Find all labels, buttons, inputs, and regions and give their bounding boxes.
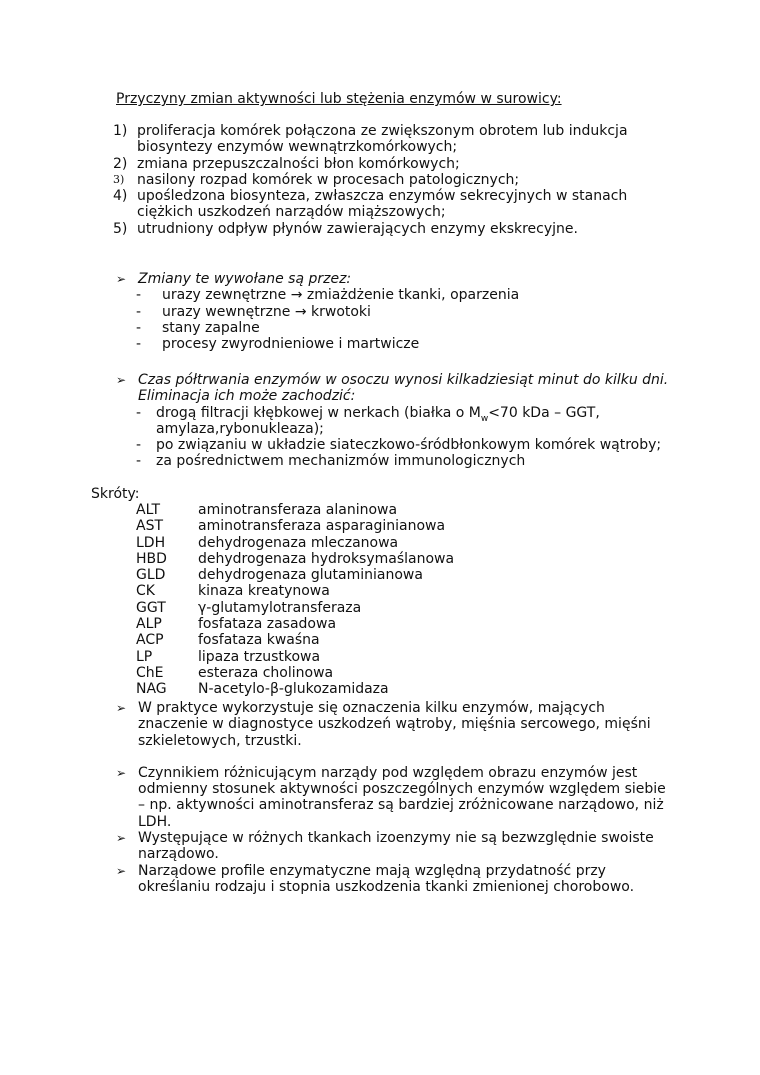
changes-section (116, 271, 676, 352)
item-text: za pośrednictwem mechanizmów immunologicznych (156, 453, 526, 470)
list-item (113, 123, 673, 156)
arrow-bullet-icon: ➢ (116, 272, 127, 286)
item-text: utrudniony odpływ płynów zawierających enzymy ekskrecyjne. (137, 220, 578, 237)
abbreviations-list (136, 502, 454, 698)
item-text (156, 405, 676, 438)
item-text: po związaniu w układzie siateczkowo-śródbłonkowym komórek wątroby; (156, 437, 662, 454)
item-text-part: <70 kDa – GGT, amylaza,rybonukleaza); (156, 404, 600, 437)
arrow-bullet-icon: ➢ (116, 831, 127, 846)
abbreviation-row (136, 616, 454, 632)
abbreviation-row (136, 632, 454, 648)
abbreviation-row (136, 518, 454, 534)
arrow-bullet-icon: ➢ (116, 701, 127, 715)
abbreviation-code: GLD (136, 567, 166, 584)
changes-list (116, 287, 676, 352)
abbreviation-code: ACP (136, 632, 164, 649)
abbreviation-code: LDH (136, 534, 166, 551)
summary-bullets (116, 700, 676, 895)
abbreviation-name: dehydrogenaza glutaminianowa (198, 567, 423, 584)
list-item (116, 304, 676, 320)
abbreviations-title: Skróty: (91, 486, 140, 502)
item-number: 1) (113, 123, 128, 139)
abbreviation-name: fosfataza zasadowa (198, 616, 337, 633)
abbreviation-name: fosfataza kwaśna (198, 632, 320, 649)
changes-title: Zmiany te wywołane są przez: (138, 271, 352, 287)
abbreviation-name: esteraza cholinowa (198, 664, 334, 681)
abbreviation-code: LP (136, 648, 153, 665)
dash-bullet: - (136, 404, 142, 421)
item-number: 4) (113, 188, 128, 205)
abbreviation-row (136, 649, 454, 665)
arrow-bullet-icon: ➢ (116, 765, 127, 780)
abbreviation-name: aminotransferaza asparaginianowa (198, 518, 446, 535)
bullet-item (116, 863, 676, 896)
bullet-item (116, 765, 676, 830)
item-number: 2) (113, 155, 128, 172)
abbreviation-name: aminotransferaza alaninowa (198, 502, 398, 518)
bullet-item (116, 700, 676, 749)
list-item (113, 188, 673, 221)
abbreviation-name: lipaza trzustkowa (198, 648, 321, 665)
arrow-bullet-icon: ➢ (116, 863, 127, 878)
dash-bullet: - (136, 437, 142, 454)
abbreviation-code: ChE (136, 664, 164, 681)
item-text: zmiana przepuszczalności błon komórkowych; (137, 155, 460, 172)
abbreviation-code: CK (136, 583, 155, 600)
abbreviation-name: dehydrogenaza mleczanowa (198, 534, 399, 551)
abbreviation-code: AST (136, 518, 164, 535)
item-number: 5) (113, 220, 128, 237)
spacer (116, 749, 676, 765)
item-number: 3) (113, 172, 125, 186)
abbreviation-code: GGT (136, 599, 166, 616)
elimination-list (116, 405, 676, 470)
abbreviation-row (136, 583, 454, 599)
abbreviation-name: dehydrogenaza hydroksymaślanowa (198, 550, 455, 567)
item-text: proliferacja komórek połączona ze zwiększonym obrotem lub indukcja biosyntezy enzymów wewnątrzkomórkowych; (137, 123, 628, 156)
bullet-text: Narządowe profile enzymatyczne mają względną przydatność przy określaniu rodzaju i stopnia uszkodzenia tkanki zmienionej chorobowo. (138, 862, 635, 895)
dash-bullet: - (136, 287, 142, 304)
list-item (116, 453, 676, 469)
list-item (113, 156, 673, 172)
list-item (116, 320, 676, 336)
item-text: procesy zwyrodnieniowe i martwicze (162, 336, 420, 353)
dash-bullet: - (136, 319, 142, 336)
abbreviation-row (136, 567, 454, 583)
list-item (113, 221, 673, 237)
item-text: urazy wewnętrzne → krwotoki (162, 303, 371, 320)
dash-bullet: - (136, 336, 142, 353)
abbreviation-code: NAG (136, 681, 167, 698)
list-item (116, 287, 676, 303)
halflife-title: Czas półtrwania enzymów w osoczu wynosi kilkadziesiąt minut do kilku dni. Eliminacja ich może zachodzić: (138, 372, 669, 405)
section-heading: Przyczyny zmian aktywności lub stężenia enzymów w surowicy: (116, 91, 562, 107)
list-item (116, 405, 676, 438)
abbreviation-name: γ-glutamylotransferaza (198, 599, 362, 616)
list-item (116, 336, 676, 352)
abbreviation-row (136, 502, 454, 518)
item-text-part: drogą filtracji kłębkowej w nerkach (białka o M (156, 404, 481, 421)
item-text: upośledzona biosynteza, zwłaszcza enzymów sekrecyjnych w stanach ciężkich uszkodzeń narządów miąższowych; (137, 188, 628, 221)
abbreviation-code: ALT (136, 502, 161, 518)
item-text: nasilony rozpad komórek w procesach patologicznych; (137, 171, 520, 188)
abbreviation-name: kinaza kreatynowa (198, 583, 330, 600)
halflife-section (116, 372, 676, 470)
causes-list (113, 123, 673, 237)
abbreviation-code: HBD (136, 550, 167, 567)
abbreviation-row (136, 551, 454, 567)
list-item (113, 172, 673, 188)
abbreviation-code: ALP (136, 616, 162, 633)
dash-bullet: - (136, 453, 142, 470)
subscript: w (480, 413, 489, 424)
bullet-text: Czynnikiem różnicującym narządy pod względem obrazu enzymów jest odmienny stosunek aktywności poszczególnych enzymów względem siebie – np. aktywności aminotransferaz są bardziej zróżnicowane narządowo, niż LDH. (138, 764, 666, 830)
bullet-text: W praktyce wykorzystuje się oznaczenia kilku enzymów, mających znaczenie w diagnostyce uszkodzeń wątroby, mięśnia sercowego, mięśni szkieletowych, trzustki. (138, 700, 651, 749)
abbreviation-row (136, 600, 454, 616)
bullet-item (116, 830, 676, 863)
abbreviation-name: N-acetylo-β-glukozamidaza (198, 681, 389, 698)
abbreviation-row (136, 665, 454, 681)
bullet-text: Występujące w różnych tkankach izoenzymy nie są bezwzględnie swoiste narządowo. (138, 830, 654, 863)
list-item (116, 437, 676, 453)
item-text: stany zapalne (162, 319, 260, 336)
dash-bullet: - (136, 303, 142, 320)
item-text: urazy zewnętrzne → zmiażdżenie tkanki, oparzenia (162, 287, 520, 304)
arrow-bullet-icon: ➢ (116, 373, 127, 387)
abbreviation-row (136, 535, 454, 551)
abbreviation-row (136, 681, 454, 697)
